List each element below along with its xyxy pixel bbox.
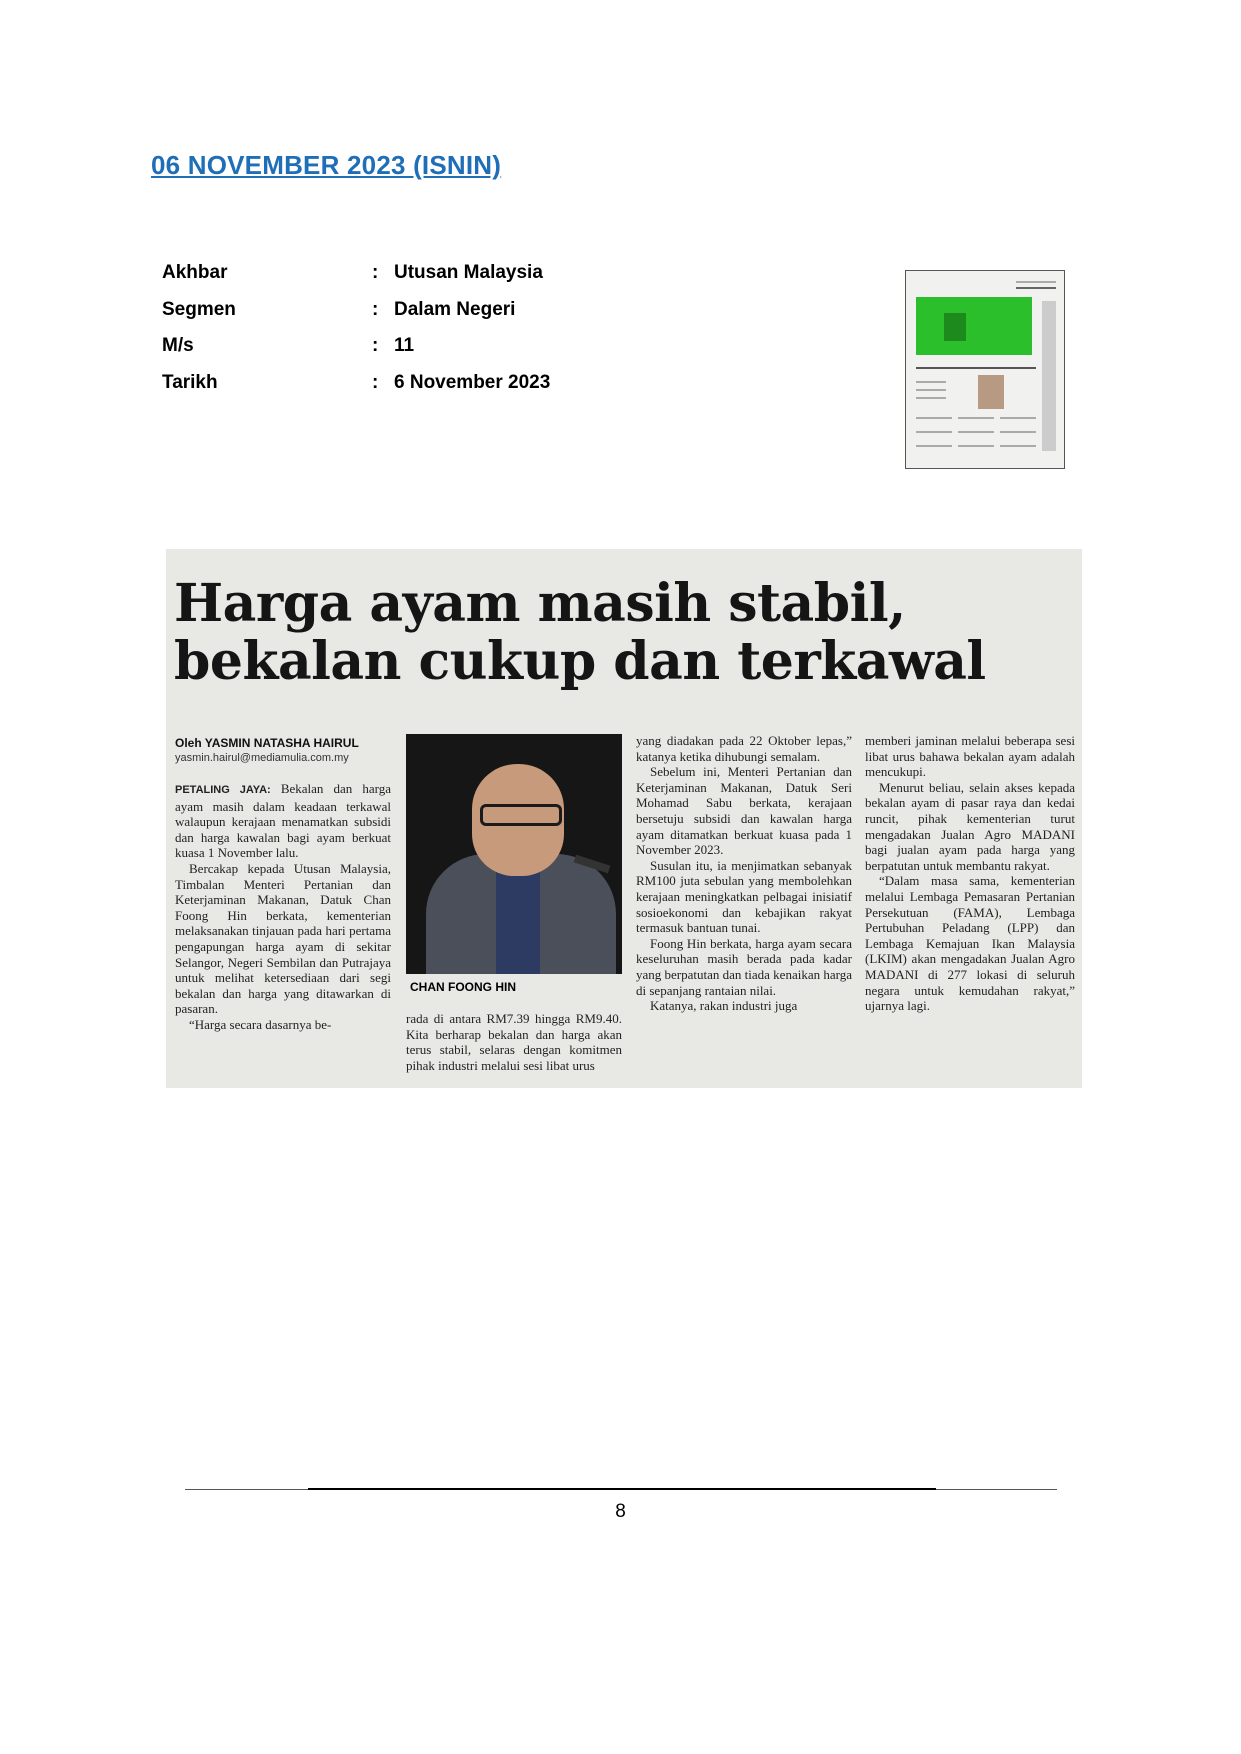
page-number: 8 <box>615 1501 626 1522</box>
headline-line: Harga ayam masih stabil, <box>174 573 906 634</box>
headline-line: bekalan cukup dan terkawal <box>174 631 986 692</box>
article-headline <box>174 575 1074 691</box>
article-column-4 <box>865 733 1075 1014</box>
meta-value: 6 November 2023 <box>394 372 551 393</box>
date-heading: 06 NOVEMBER 2023 (ISNIN) <box>151 150 502 180</box>
article-column-3 <box>636 733 852 1014</box>
paragraph: “Dalam masa sama, kementerian melalui Lembaga Pemasaran Pertanian Persekutuan (FAMA), Lembaga Pertubuhan Peladang (LPP) dan Lembaga Kemajuan Ikan Malaysia (LKIM) akan mengadakan Jualan Agro MADANI di 277 lokasi di seluruh negara untuk kemudahan rakyat,” ujarnya lagi. <box>865 873 1075 1014</box>
meta-value: Utusan Malaysia <box>394 262 543 283</box>
paragraph: memberi jaminan melalui beberapa sesi libat urus bahawa bekalan ayam adalah mencukupi. <box>865 733 1075 780</box>
paragraph: Foong Hin berkata, harga ayam secara keseluruhan masih berada pada kadar yang berpatutan dan tiada kenaikan harga di sepanjang rantaian nilai. <box>636 935 852 998</box>
portrait-photo <box>406 734 622 974</box>
meta-colon: : <box>372 262 379 283</box>
article-column-2 <box>406 1011 622 1073</box>
thumbnail-photo <box>944 313 966 341</box>
meta-label: M/s <box>162 335 194 356</box>
meta-label: Segmen <box>162 299 236 320</box>
paragraph: Katanya, rakan industri juga <box>650 998 798 1014</box>
article-byline: Oleh YASMIN NATASHA HAIRUL <box>175 736 359 750</box>
paragraph: Sebelum ini, Menteri Pertanian dan Keterjaminan Makanan, Datuk Seri Mohamad Sabu berkata, kerajaan bersetuju subsidi dan kawalan harga ayam ditamatkan berkuat kuasa pada 1 November 2023. <box>636 764 852 858</box>
article-column-1 <box>175 781 391 1033</box>
meta-value: Dalam Negeri <box>394 299 516 320</box>
photo-caption: CHAN FOONG HIN <box>406 974 622 1011</box>
paragraph: PETALING JAYA: Bekalan dan harga ayam masih dalam keadaan terkawal walaupun kerajaan menamatkan subsidi dan harga kawalan bagi ayam berkuat kuasa 1 November lalu. <box>175 781 392 861</box>
thumbnail-highlight <box>916 297 1032 355</box>
newspaper-clipping <box>166 549 1082 1088</box>
meta-colon: : <box>372 299 379 320</box>
meta-label: Akhbar <box>162 262 228 283</box>
meta-colon: : <box>372 335 379 356</box>
paragraph: yang diadakan pada 22 Oktober lepas,” katanya ketika dihubungi semalam. <box>636 733 852 764</box>
article-email: yasmin.hairul@mediamulia.com.my <box>175 752 349 764</box>
paragraph: Bercakap kepada Utusan Malaysia, Timbalan Menteri Pertanian dan Keterjaminan Makanan, Datuk Chan Foong Hin berkata, kementerian melaksanakan tinjauan pada hari pertama pengapungan harga ayam di sekitar Selangor, Negeri Sembilan dan Putrajaya untuk melihat ketersediaan dari segi bekalan dan harga yang ditawarkan di pasaran. <box>175 860 391 1017</box>
paragraph: Menurut beliau, selain akses kepada bekalan ayam di pasar raya dan kedai runcit, pihak kementerian turut mengadakan Jualan Agro MADANI bagi jualan ayam pada harga yang berpatutan untuk membantu rakyat. <box>865 779 1075 873</box>
newspaper-page-thumbnail <box>905 270 1065 469</box>
meta-value: 11 <box>394 335 415 356</box>
meta-colon: : <box>372 372 379 393</box>
paragraph: rada di antara RM7.39 hingga RM9.40. Kita berharap bekalan dan harga akan terus stabil, selaras dengan komitmen pihak industri melalui sesi libat urus <box>406 1011 622 1073</box>
paragraph: Susulan itu, ia menjimatkan sebanyak RM100 juta sebulan yang membolehkan kerajaan meningkatkan pelbagai inisiatif sosioekonomi dan kebajikan rakyat termasuk bantuan tunai. <box>636 857 852 936</box>
meta-label: Tarikh <box>162 372 218 393</box>
paragraph: “Harga secara dasarnya be- <box>189 1016 332 1032</box>
dateline: PETALING JAYA: <box>175 784 271 796</box>
footer-divider-bold <box>308 1488 936 1490</box>
